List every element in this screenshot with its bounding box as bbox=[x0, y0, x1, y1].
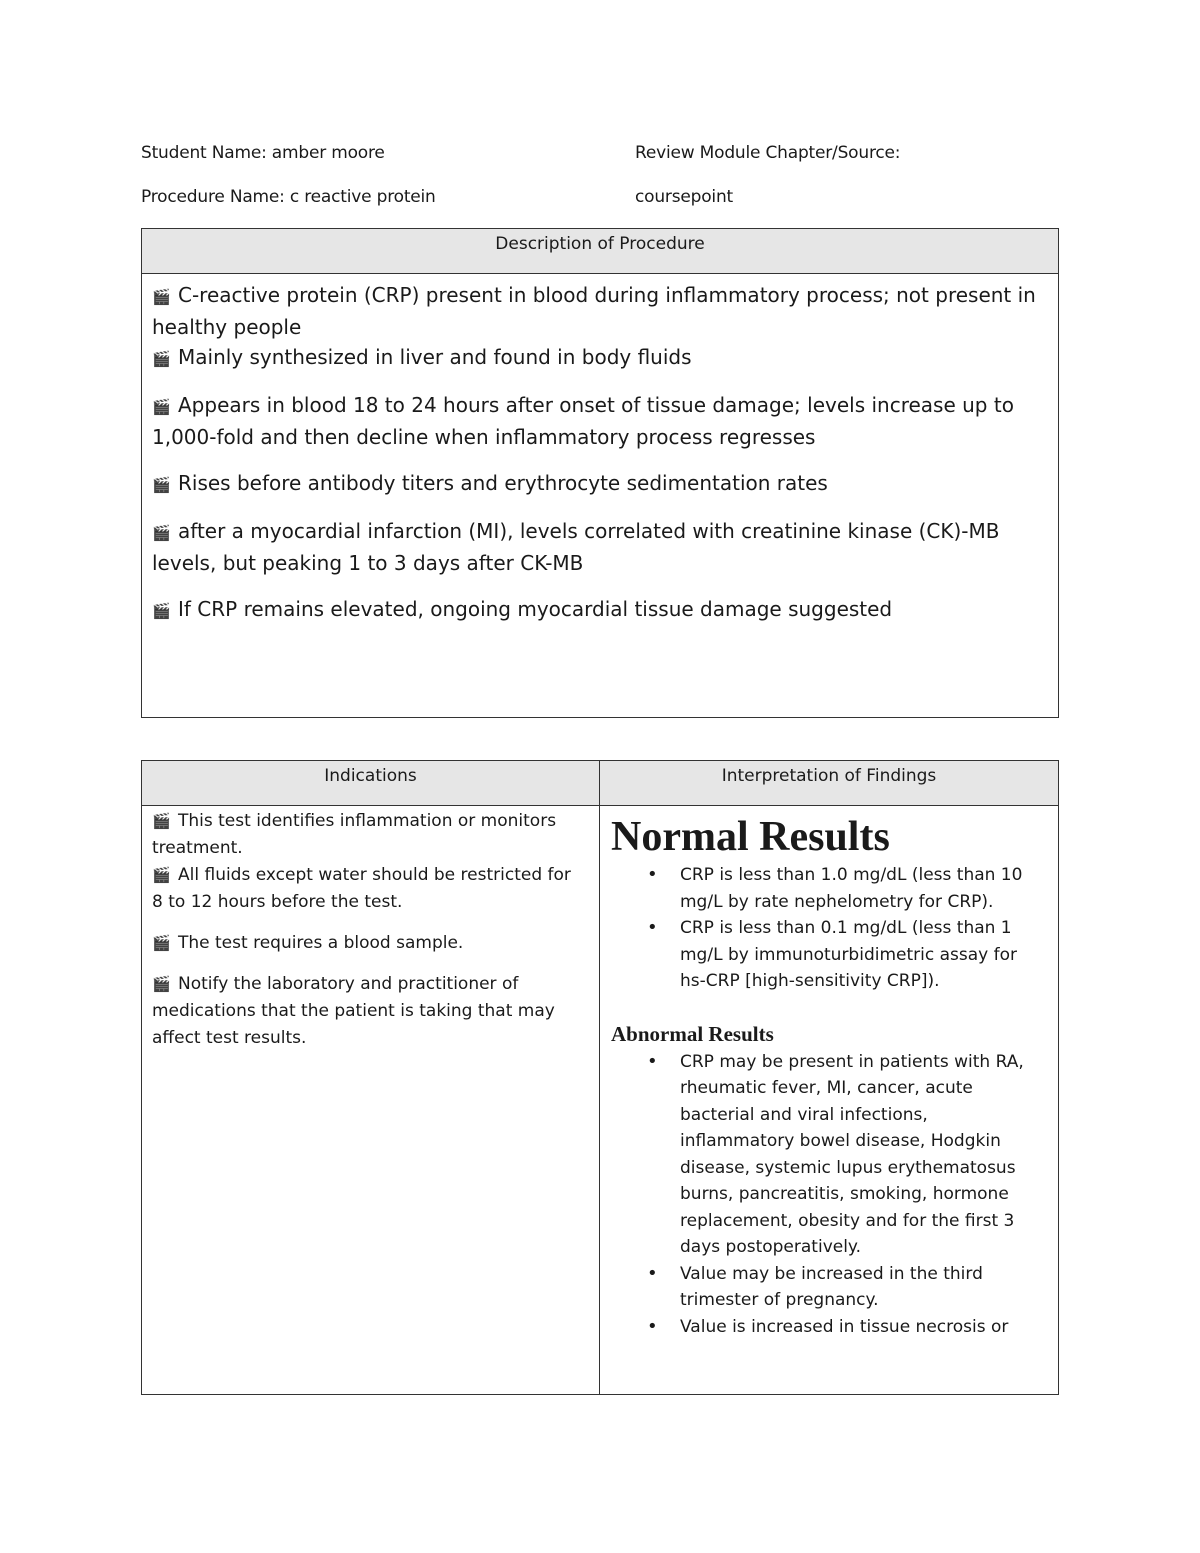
normal-results-title: Normal Results bbox=[611, 814, 890, 860]
abnormal-results-list bbox=[600, 1049, 1058, 1341]
clapperboard-icon: 🎬 bbox=[152, 476, 171, 494]
list-item: 🎬 The test requires a blood sample. bbox=[152, 930, 587, 957]
clapperboard-icon: 🎬 bbox=[152, 602, 171, 620]
list-item: 🎬 Rises before antibody titers and erythrocyte sedimentation rates bbox=[152, 468, 1046, 500]
student-name: Student Name: amber moore bbox=[141, 143, 385, 163]
list-item: • Value may be increased in the third trimester of pregnancy. bbox=[680, 1261, 1038, 1314]
review-module-label: Review Module Chapter/Source: bbox=[635, 143, 901, 163]
procedure-name: Procedure Name: c reactive protein bbox=[141, 187, 436, 207]
clapperboard-icon: 🎬 bbox=[152, 524, 171, 542]
interpretation-column bbox=[600, 806, 1058, 1394]
list-item: 🎬 All fluids except water should be restricted for 8 to 12 hours before the test. bbox=[152, 862, 587, 916]
indications-heading: Indications bbox=[142, 761, 600, 806]
clapperboard-icon: 🎬 bbox=[152, 288, 171, 306]
list-item: • CRP is less than 0.1 mg/dL (less than 1 mg/L by immunoturbidimetric assay for hs-CRP [high-sensitivity CRP]). bbox=[680, 915, 1038, 995]
list-item: 🎬 after a myocardial infarction (MI), levels correlated with creatinine kinase (CK)-MB levels, but peaking 1 to 3 days after CK-MB bbox=[152, 519, 1000, 575]
list-item: 🎬 Notify the laboratory and practitioner of medications that the patient is taking that may affect test results. bbox=[152, 971, 587, 1052]
list-item: • CRP may be present in patients with RA, rheumatic fever, MI, cancer, acute bacterial and viral infections, inflammatory bowel disease, Hodgkin disease, systemic lupus erythematosus burns, pancreatitis, smoking, hormone replacement, obesity and for the first 3 days postoperatively. bbox=[680, 1049, 1038, 1261]
source-value: coursepoint bbox=[635, 187, 733, 207]
clapperboard-icon: 🎬 bbox=[152, 934, 171, 952]
normal-results-list bbox=[600, 862, 1058, 995]
clapperboard-icon: 🎬 bbox=[152, 866, 171, 884]
clapperboard-icon: 🎬 bbox=[152, 398, 171, 416]
list-item: • Value is increased in tissue necrosis or bbox=[680, 1314, 1038, 1341]
indications-column bbox=[142, 806, 600, 1394]
description-heading: Description of Procedure bbox=[142, 229, 1058, 274]
clapperboard-icon: 🎬 bbox=[152, 975, 171, 993]
list-item: 🎬 This test identifies inflammation or monitors treatment. bbox=[152, 808, 587, 862]
list-item: 🎬 C-reactive protein (CRP) present in blood during inflammatory process; not present in healthy people bbox=[152, 283, 1036, 339]
clapperboard-icon: 🎬 bbox=[152, 812, 171, 830]
interpretation-heading: Interpretation of Findings bbox=[600, 761, 1058, 806]
list-item: • CRP is less than 1.0 mg/dL (less than 10 mg/L by rate nephelometry for CRP). bbox=[680, 862, 1038, 915]
abnormal-results-title: Abnormal Results bbox=[611, 1021, 774, 1046]
description-box bbox=[141, 228, 1059, 718]
list-item: 🎬 Appears in blood 18 to 24 hours after onset of tissue damage; levels increase up to 1,000-fold and then decline when inflammatory process regresses bbox=[152, 393, 1014, 449]
list-item: 🎬 Mainly synthesized in liver and found in body fluids bbox=[152, 342, 1046, 374]
findings-table bbox=[141, 760, 1059, 1395]
clapperboard-icon: 🎬 bbox=[152, 350, 171, 368]
list-item: 🎬 If CRP remains elevated, ongoing myocardial tissue damage suggested bbox=[152, 594, 1046, 626]
description-list bbox=[142, 274, 1058, 626]
